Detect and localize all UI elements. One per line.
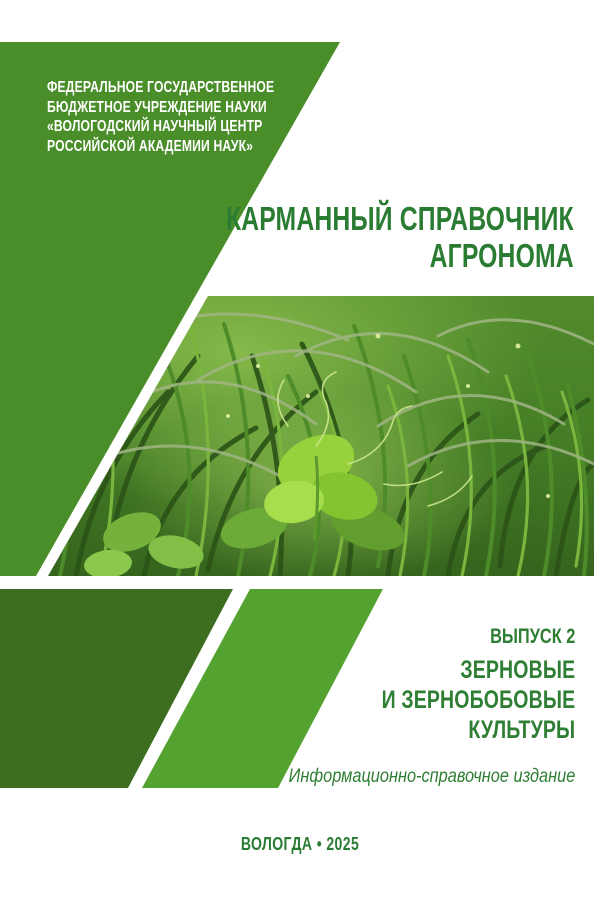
edition-type: Информационно-справочное издание bbox=[288, 766, 575, 787]
issue-title-line: И ЗЕРНОБОБОВЫЕ bbox=[381, 686, 575, 714]
issue-title-line: ЗЕРНОВЫЕ bbox=[460, 656, 575, 684]
book-title bbox=[110, 200, 574, 274]
publisher-line: ФЕДЕРАЛЬНОЕ ГОСУДАРСТВЕННОЕ bbox=[47, 79, 275, 96]
publisher-line: БЮДЖЕТНОЕ УЧРЕЖДЕНИЕ НАУКИ bbox=[47, 98, 267, 116]
issue-number: ВЫПУСК 2 bbox=[489, 625, 575, 648]
publisher-line: РОССИЙСКОЙ АКАДЕМИИ НАУК» bbox=[47, 137, 254, 155]
book-title-line2: АГРОНОМА bbox=[429, 237, 574, 274]
issue-title-line: КУЛЬТУРЫ bbox=[468, 716, 575, 744]
publisher-block bbox=[47, 78, 346, 156]
publisher-line: «ВОЛОГОДСКИЙ НАУЧНЫЙ ЦЕНТР bbox=[47, 118, 263, 136]
issue-title bbox=[327, 655, 575, 745]
book-title-line1: КАРМАННЫЙ СПРАВОЧНИК bbox=[226, 200, 574, 237]
imprint-city-year: ВОЛОГДА • 2025 bbox=[240, 834, 360, 854]
